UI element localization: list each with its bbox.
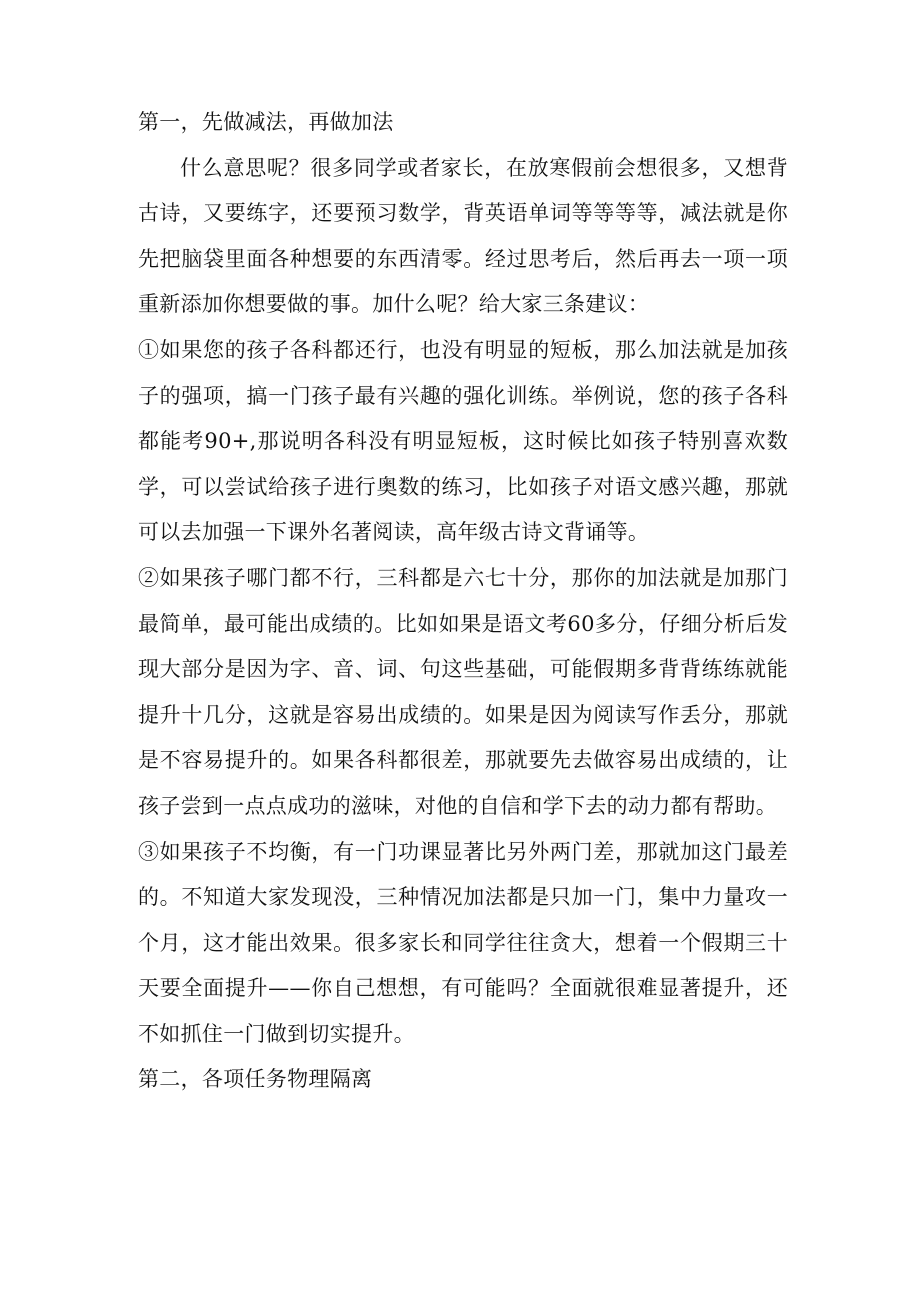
- suggestion-2-paragraph: ②如果孩子哪门都不行，三科都是六七十分，那你的加法就是加那门最简单，最可能出成绩的。比如如果是语文考60多分，仔细分析后发现大部分是因为字、音、词、句这些基础，可能假期多背背练练就能提升十几分，这就是容易出成绩的。如果是因为阅读写作丢分，那就是不容易提升的。如果各科都很差，那就要先去做容易出成绩的，让孩子尝到一点点成功的滋味，对他的自信和学下去的动力都有帮助。: [138, 565, 788, 818]
- section-heading-2: 第二，各项任务物理隔离: [138, 1067, 373, 1092]
- suggestion-1-paragraph: ①如果您的孩子各科都还行，也没有明显的短板，那么加法就是加孩子的强项，搞一门孩子最有兴趣的强化训练。举例说，您的孩子各科都能考90+,那说明各科没有明显短板，这时候比如孩子特别喜欢数学，可以尝试给孩子进行奥数的练习，比如孩子对语文感兴趣，那就可以去加强一下课外名著阅读，高年级古诗文背诵等。: [138, 337, 788, 545]
- suggestion-3-paragraph: ③如果孩子不均衡，有一门功课显著比另外两门差，那就加这门最差的。不知道大家发现没，三种情况加法都是只加一门，集中力量攻一个月，这才能出效果。很多家长和同学往往贪大，想着一个假期三十天要全面提升——你自己想想，有可能吗？全面就很难显著提升，还不如抓住一门做到切实提升。: [138, 839, 788, 1046]
- document-body: [138, 100, 788, 1103]
- intro-paragraph: 什么意思呢？很多同学或者家长，在放寒假前会想很多，又想背古诗，又要练字，还要预习数学，背英语单词等等等等，减法就是你先把脑袋里面各种想要的东西清零。经过思考后，然后再去一项一项重新添加你想要做的事。加什么呢？给大家三条建议：: [138, 155, 788, 317]
- section-heading-1: 第一，先做减法，再做加法: [138, 110, 394, 134]
